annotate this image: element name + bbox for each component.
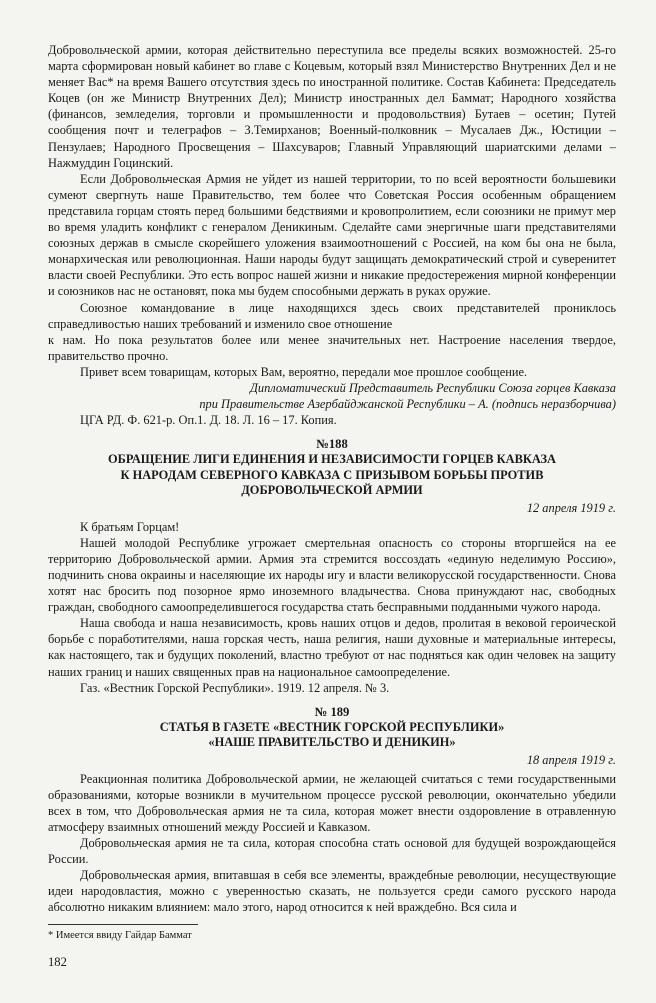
archive-source: ЦГА РД. Ф. 621-р. Оп.1. Д. 18. Л. 16 – 17. Копия. — [80, 413, 337, 428]
paragraph-volunteer-army: Если Добровольческая Армия не уйдет из нашей территории, то по всей вероятности большевики сумеют свергнуть наше Правительство, тем более что Советская Россия особенным обращением представила горцам стоять перед большими бедствиями и кровопролитием, если союзники не примут мер во время уладить конфликт с генералом Деникиным. Сделайте сами энергичные шаги представителями союзных держав в смысле скорейшего уложения взаимоотношений с Россией, на ком бы она не была, монархическая или революционная. Наши народы будут защищать демократический строй и суверенитет власти своей Республики. Это есть вопрос нашей жизни и никакие предостережения мирной конференции и союзников нас не остановят, пока мы будем способными держать в руках оружие. — [48, 171, 616, 299]
doc-189-date: 18 апреля 1919 г. — [526, 752, 616, 767]
doc-189-paragraph-3: Добровольческая армия, впитавшая в себя все элементы, враждебные революции, несуществующие идеи народовластия, можно с уверенностью сказать, не пользуется среди самого русского народа абсолютно никаким влиянием: мало этого, народ относится к ней враждебно. Вся сила и — [48, 868, 616, 915]
doc-188-title-1: ОБРАЩЕНИЕ ЛИГИ ЕДИНЕНИЯ И НЕЗАВИСИМОСТИ ГОРЦЕВ КАВКАЗА — [108, 452, 556, 467]
paragraph-cabinet: Добровольческой армии, которая действительно переступила все пределы всяких возможностей. 25-го марта сформирован новый кабинет во главе с Коцевым, который взял Министерство Внутренних Дел и не меняет Вас* на время Вашего отсутствия здесь по иностранной политике. Состав Кабинета: Председатель Коцев (он же Министр Внутренних Дел); Министр иностранных дел Баммат; Народного хозяйства (финансов, земледелия, торговли и промышленности и продовольствия) Бутаев – осетин; Путей сообщения почт и телеграфов – З.Темирханов; Военный-полковник – Мусалаев Дж., Юстиции – Пензулаев; Народного Просвещения – Шахсуваров; Главный Управляющий шариатскими делами – Нажмуддин Гоцинский. — [48, 43, 616, 170]
doc-189-paragraph-2: Добровольческая армия не та сила, которая способна стать основой для будущей возрождающейся России. — [48, 836, 616, 867]
doc-188-greeting: К братьям Горцам! — [80, 519, 180, 534]
doc-189-title-2: «НАШЕ ПРАВИТЕЛЬСТВО И ДЕНИКИН» — [208, 735, 456, 750]
doc-189-paragraph-1: Реакционная политика Добровольческой армии, не желающей считаться с теми государственными образованиями, которые возникли в мучительном процессе русской революции, окончательно убедили всех в том, что Добровольческая армия не та сила, которая может внести оздоровление в отравленную атмосферу взаимных отношений между Россией и Кавказом. — [48, 771, 616, 834]
doc-188-source: Газ. «Вестник Горской Республики». 1919. 12 апреля. № 3. — [80, 680, 390, 695]
paragraph-allied-command: Союзное командование в лице находящихся здесь своих представителей прониклось справедливостью наших требований и изменило свое отношение — [48, 300, 616, 331]
footnote: * Имеется ввиду Гайдар Баммат — [48, 929, 192, 941]
doc-188-number: №188 — [316, 437, 348, 452]
doc-188-paragraph-2: Наша свобода и наша независимость, кровь наших отцов и дедов, пролитая в вековой героической борьбе с поработителями, наша горская честь, наша религия, наши духовные и материальные интересы, как настоящего, так и будущих поколений, властно требуют от нас подняться как один человек на защиту наших границ и наших священных прав на национальное самоопределение. — [48, 616, 616, 679]
paragraph-greeting: Привет всем товарищам, которых Вам, вероятно, передали мое прошлое сообщение. — [80, 364, 528, 379]
page-number: 182 — [48, 955, 67, 969]
paragraph-mood: к нам. Но пока результатов более или менее значительных нет. Настроение населения твердое, правительство прочно. — [48, 332, 616, 363]
doc-188-paragraph-1: Нашей молодой Республике угрожает смертельная опасность со стороны вторгшейся на ее территорию Добровольческой армии. Армия эта стремится воссоздать «единую неделимую Россию», подчинить снова окраины и населяющие их народы игу и власти великорусской государственности. Снова хотят нас бросить под позорное ярмо иноземного владычества. Снова принуждают нас, свободных граждан, свободного самоопределившегося государства стать бесправными подданными чужого народа. — [48, 535, 616, 615]
signature-line-1: Дипломатический Представитель Республики Союза горцев Кавказа — [250, 380, 616, 395]
signature-line-2: при Правительстве Азербайджанской Республики – А. (подпись неразборчива) — [199, 397, 616, 412]
doc-188-title-2: К НАРОДАМ СЕВЕРНОГО КАВКАЗА С ПРИЗЫВОМ БОРЬБЫ ПРОТИВ — [120, 467, 544, 482]
footnote-divider — [48, 924, 198, 925]
doc-188-date: 12 апреля 1919 г. — [526, 500, 616, 515]
doc-188-title-3: ДОБРОВОЛЬЧЕСКОЙ АРМИИ — [241, 483, 423, 498]
doc-189-number: № 189 — [314, 704, 350, 719]
doc-189-title-1: СТАТЬЯ В ГАЗЕТЕ «ВЕСТНИК ГОРСКОЙ РЕСПУБЛИКИ» — [159, 719, 505, 734]
